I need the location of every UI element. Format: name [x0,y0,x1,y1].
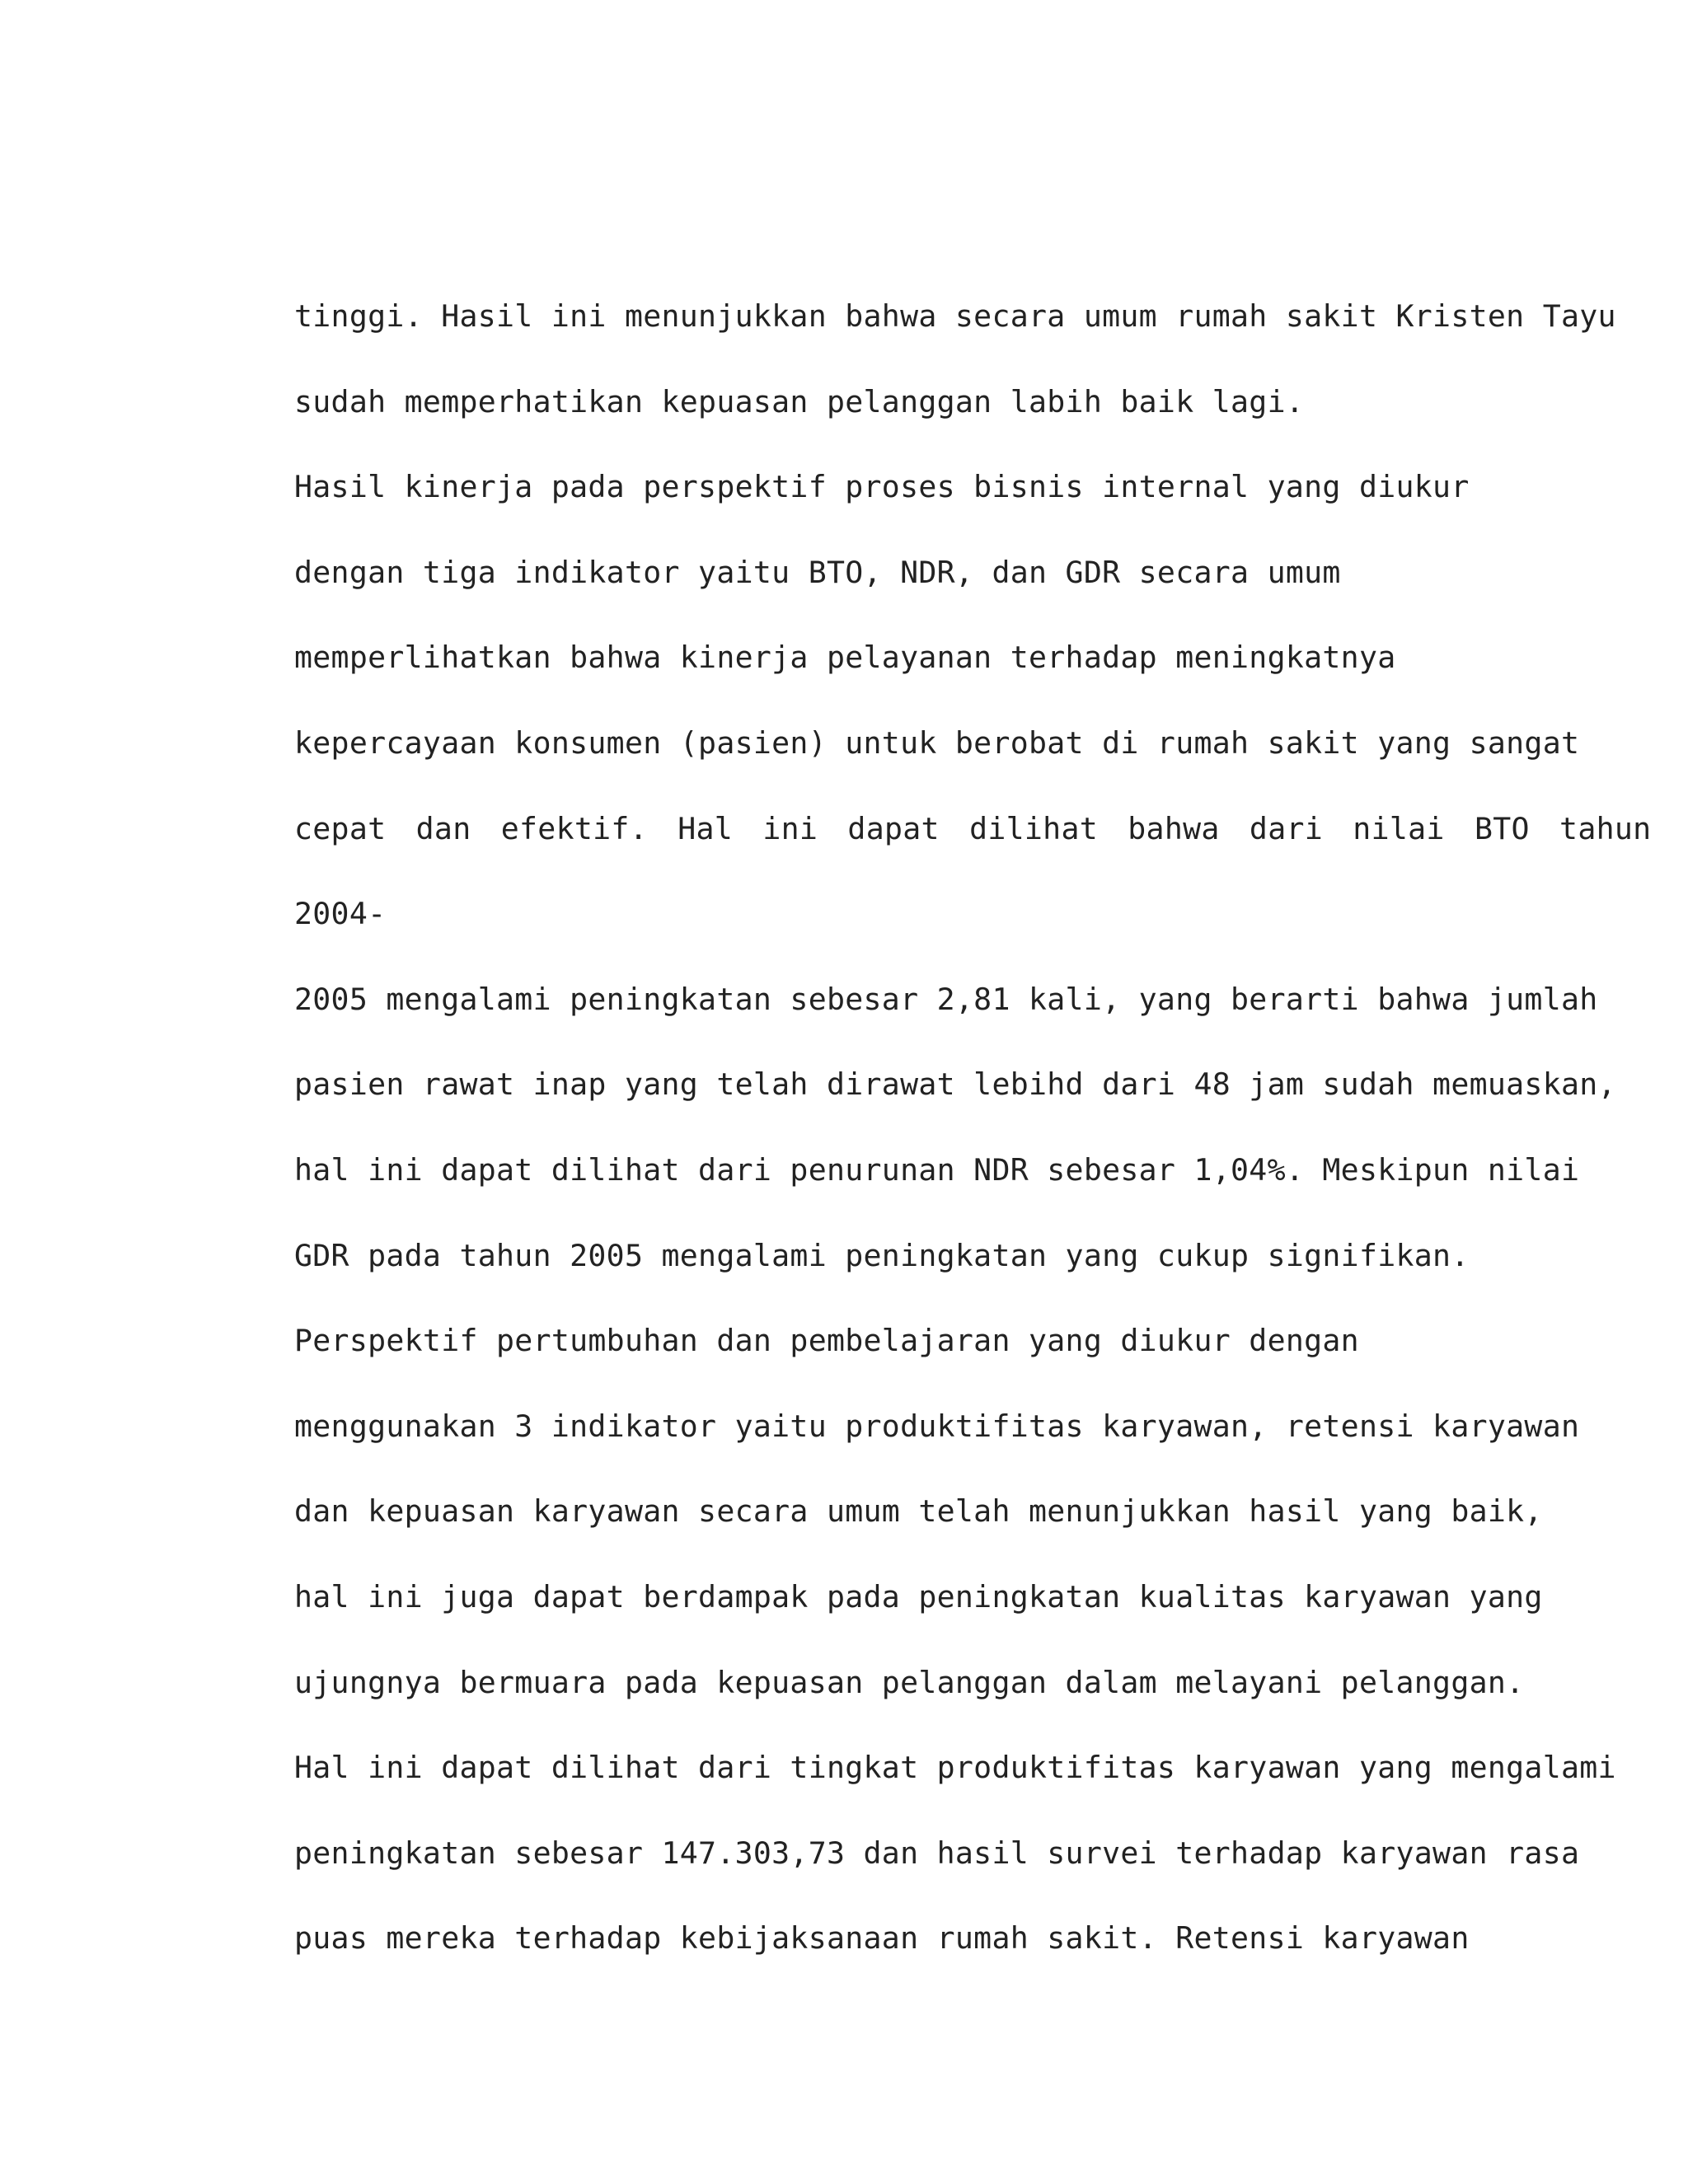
text-line-14: menggunakan 3 indikator yaitu produktifitas karyawan, retensi karyawan [294,1408,1580,1444]
text-line-6: kepercayaan konsumen (pasien) untuk berobat di rumah sakit yang sangat [294,724,1580,761]
text-line-13: Perspektif pertumbuhan dan pembelajaran yang diukur dengan [294,1323,1359,1359]
body-text [294,290,1652,1998]
text-line-12: GDR pada tahun 2005 mengalami peningkatan yang cukup signifikan. [294,1237,1470,1273]
text-line-11: hal ini dapat dilihat dari penurunan NDR sebesar 1,04%. Meskipun nilai [294,1151,1580,1188]
text-line-4: dengan tiga indikator yaitu BTO, NDR, dan GDR secara umum [294,554,1341,590]
text-line-16: hal ini juga dapat berdampak pada peningkatan kualitas karyawan yang [294,1578,1543,1615]
text-line-7: cepat dan efektif. Hal ini dapat dilihat bahwa dari nilai BTO tahun [294,810,1652,846]
text-line-2: sudah memperhatikan kepuasan pelanggan labih baik lagi. [294,383,1305,419]
text-line-9: 2005 mengalami peningkatan sebesar 2,81 kali, yang berarti bahwa jumlah [294,981,1598,1017]
text-line-19: peningkatan sebesar 147.303,73 dan hasil survei terhadap karyawan rasa [294,1835,1580,1871]
text-line-5: memperlihatkan bahwa kinerja pelayanan terhadap meningkatnya [294,640,1396,676]
text-line-10: pasien rawat inap yang telah dirawat lebihd dari 48 jam sudah memuaskan, [294,1066,1616,1103]
text-line-17: ujungnya bermuara pada kepuasan pelanggan dalam melayani pelanggan. [294,1664,1525,1700]
text-line-15: dan kepuasan karyawan secara umum telah menunjukkan hasil yang baik, [294,1493,1543,1530]
text-line-1: tinggi. Hasil ini menunjukkan bahwa secara umum rumah sakit Kristen Tayu [294,298,1616,334]
text-line-20: puas mereka terhadap kebijaksanaan rumah sakit. Retensi karyawan [294,1920,1470,1957]
text-line-8: 2004- [294,896,387,932]
text-line-18: Hal ini dapat dilihat dari tingkat produktifitas karyawan yang mengalami [294,1750,1616,1786]
text-line-3: Hasil kinerja pada perspektif proses bisnis internal yang diukur [294,469,1470,505]
